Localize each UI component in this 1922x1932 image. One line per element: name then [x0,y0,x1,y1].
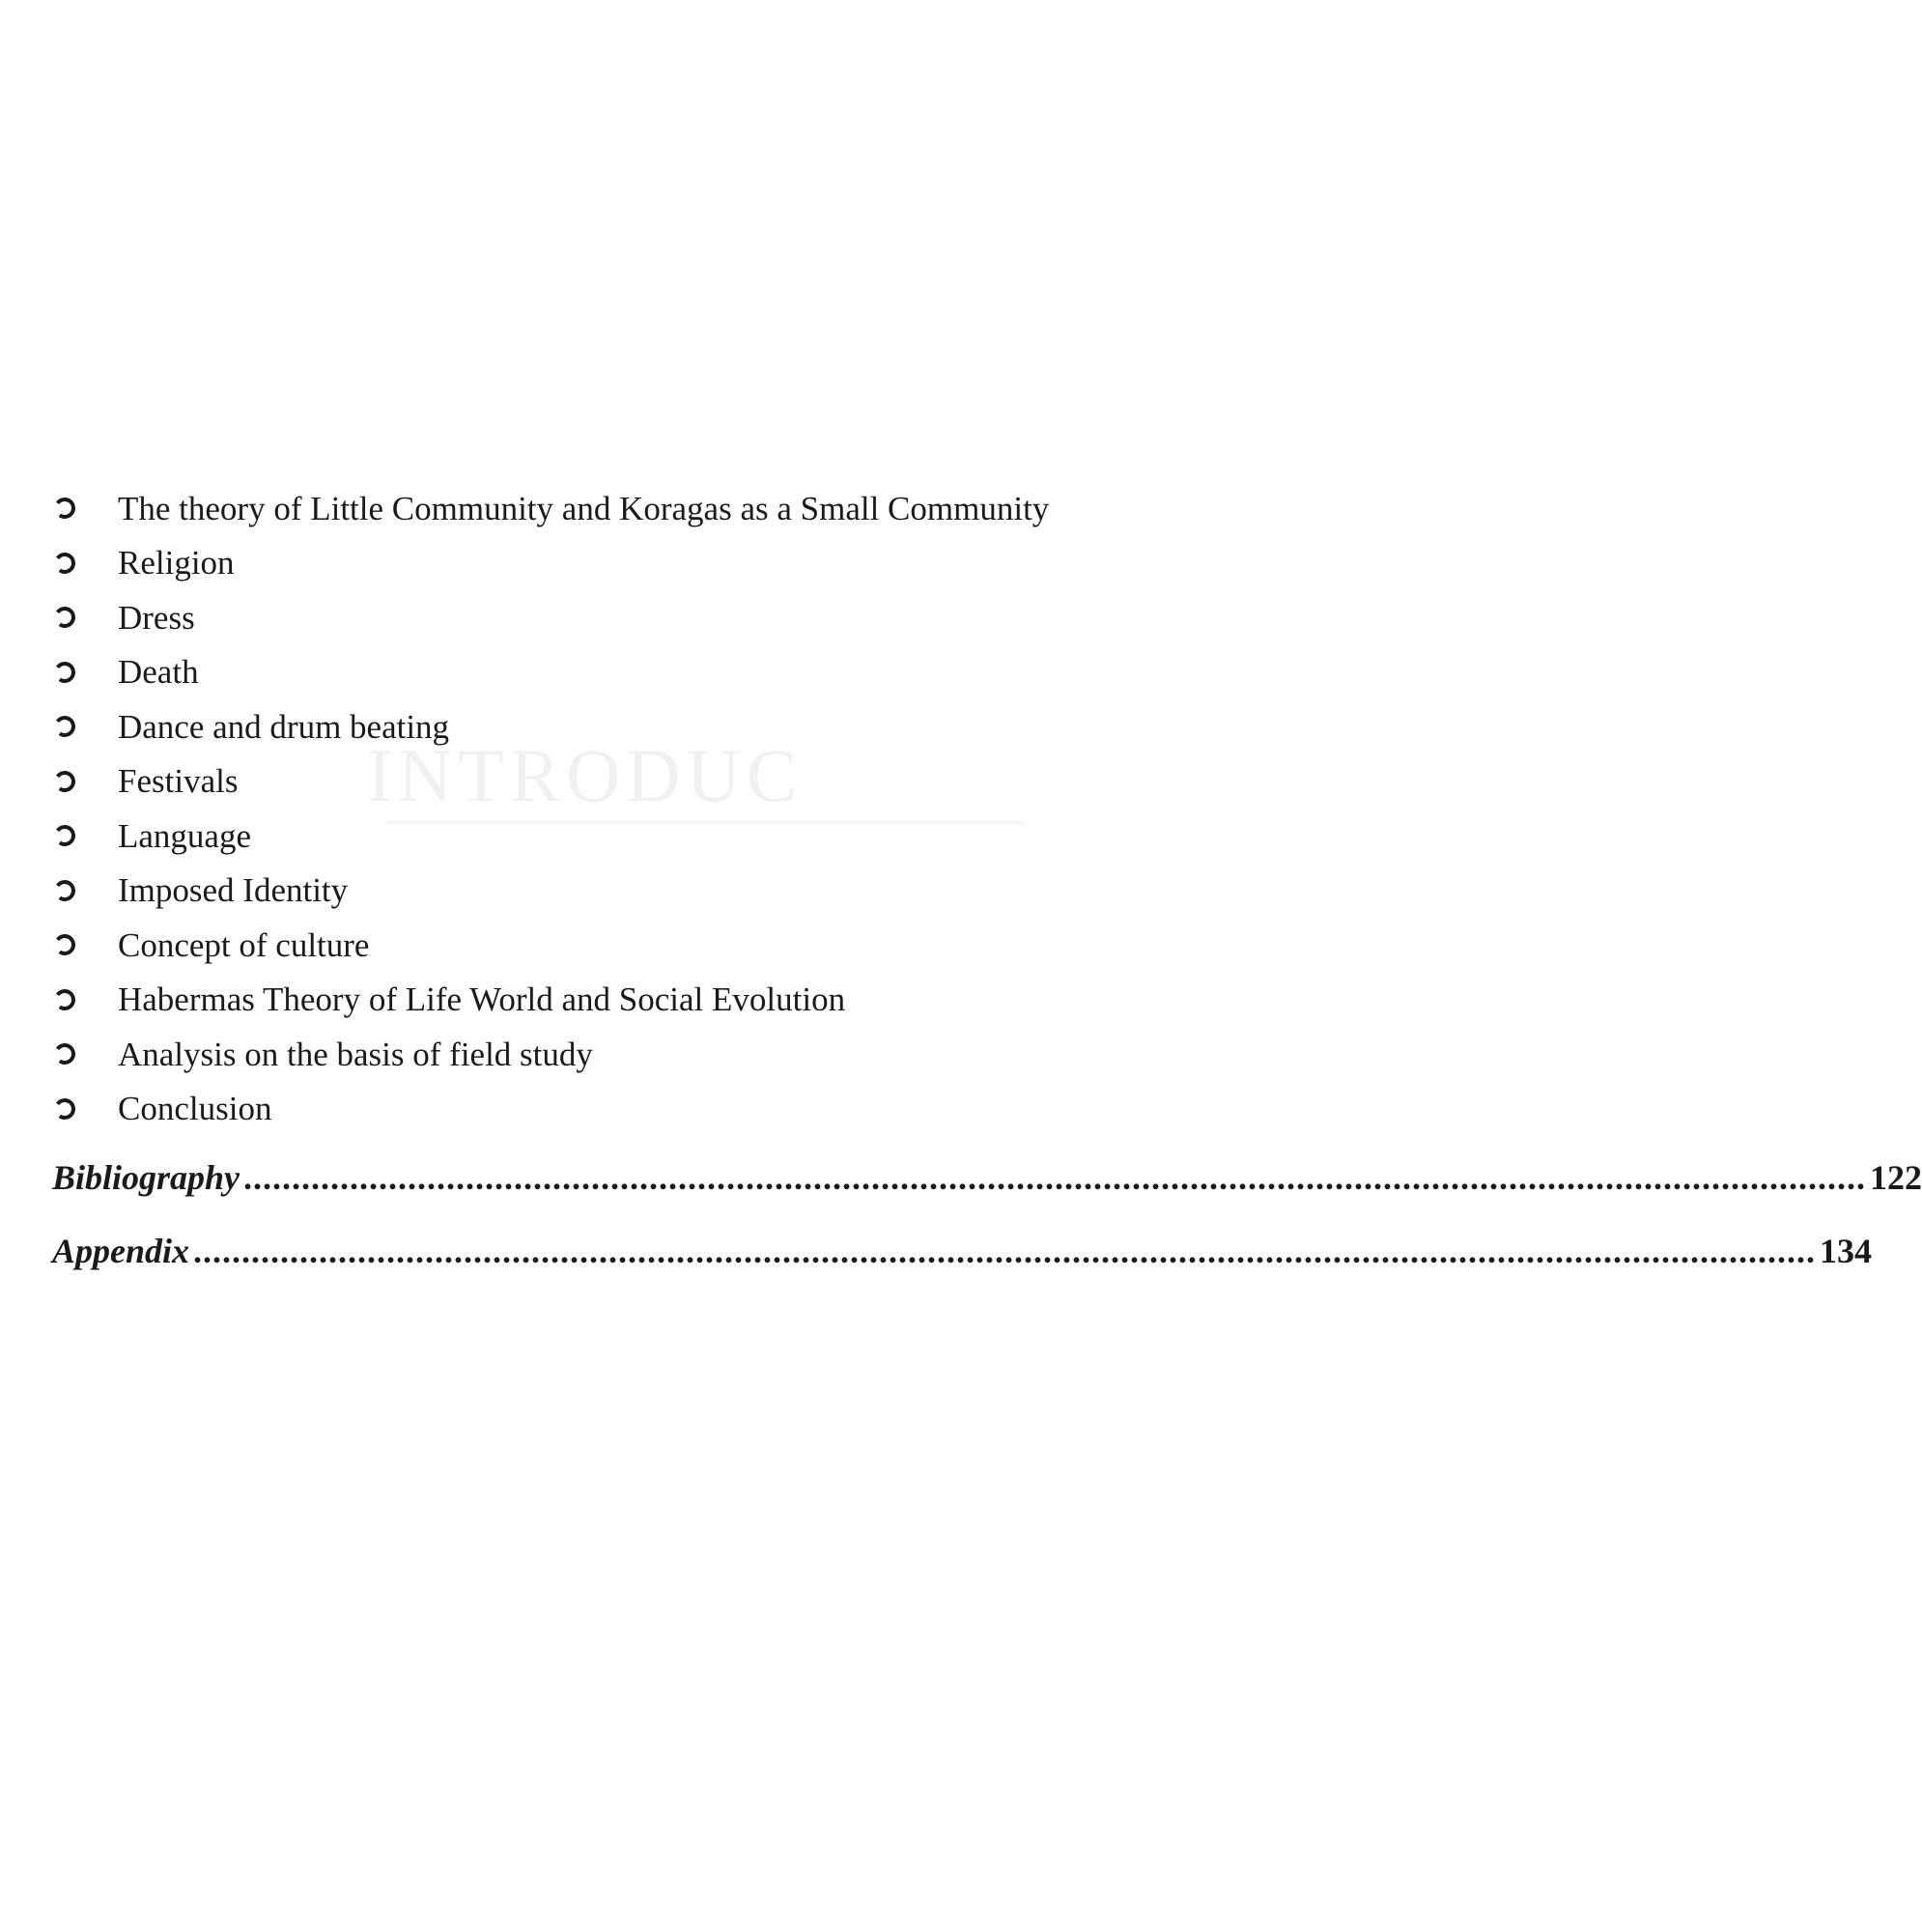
open-circle-bullet-icon [52,551,76,575]
dot-leader: ........................................................................................................................................................................ [193,1232,1817,1270]
open-circle-bullet-icon [52,497,76,521]
open-circle-bullet-icon [52,987,76,1011]
page-number: 134 [1820,1232,1873,1270]
open-circle-bullet-icon [52,1042,76,1066]
open-circle-bullet-icon [52,878,76,902]
toc-item-text: Religion [118,544,235,582]
toc-item-text: Analysis on the basis of field study [118,1035,593,1073]
open-circle-bullet-icon [52,606,76,630]
toc-item [54,699,1049,754]
toc-item [54,536,1049,591]
toc-item-text: Habermas Theory of Life World and Social Evolution [118,980,846,1019]
toc-item-text: Dress [118,598,195,637]
toc-item-text: Imposed Identity [118,871,349,910]
toc-item-text: Language [118,816,251,855]
toc-item [54,1027,1049,1082]
page-number: 122 [1870,1158,1922,1197]
open-circle-bullet-icon [52,824,76,848]
toc-item [54,1082,1049,1137]
toc-item-text: Dance and drum beating [118,707,450,746]
toc-item-text: Festivals [118,762,239,801]
toc-item-text: Conclusion [118,1090,272,1128]
entry-title: Appendix [52,1232,190,1270]
toc-item [54,973,1049,1028]
toc-item [54,590,1049,645]
toc-item [54,864,1049,919]
entry-title: Bibliography [52,1158,240,1197]
toc-list [54,481,1049,1136]
open-circle-bullet-icon [52,715,76,739]
toc-item [54,918,1049,973]
toc-entry-bibliography [52,1157,1922,1198]
toc-item-text: The theory of Little Community and Koragas as a Small Community [118,489,1050,527]
bleed-through-heading: INTRODUC [367,733,803,817]
toc-entry-appendix [52,1231,1873,1271]
toc-item [54,481,1049,536]
toc-item [54,754,1049,810]
open-circle-bullet-icon [52,933,76,957]
toc-item [54,645,1049,700]
toc-item-text: Concept of culture [118,925,370,964]
dot-leader: ........................................................................................................................................................................ [243,1158,1867,1197]
toc-item [54,809,1049,864]
open-circle-bullet-icon [52,769,76,793]
open-circle-bullet-icon [52,660,76,684]
toc-item-text: Death [118,653,199,692]
open-circle-bullet-icon [52,1096,76,1121]
